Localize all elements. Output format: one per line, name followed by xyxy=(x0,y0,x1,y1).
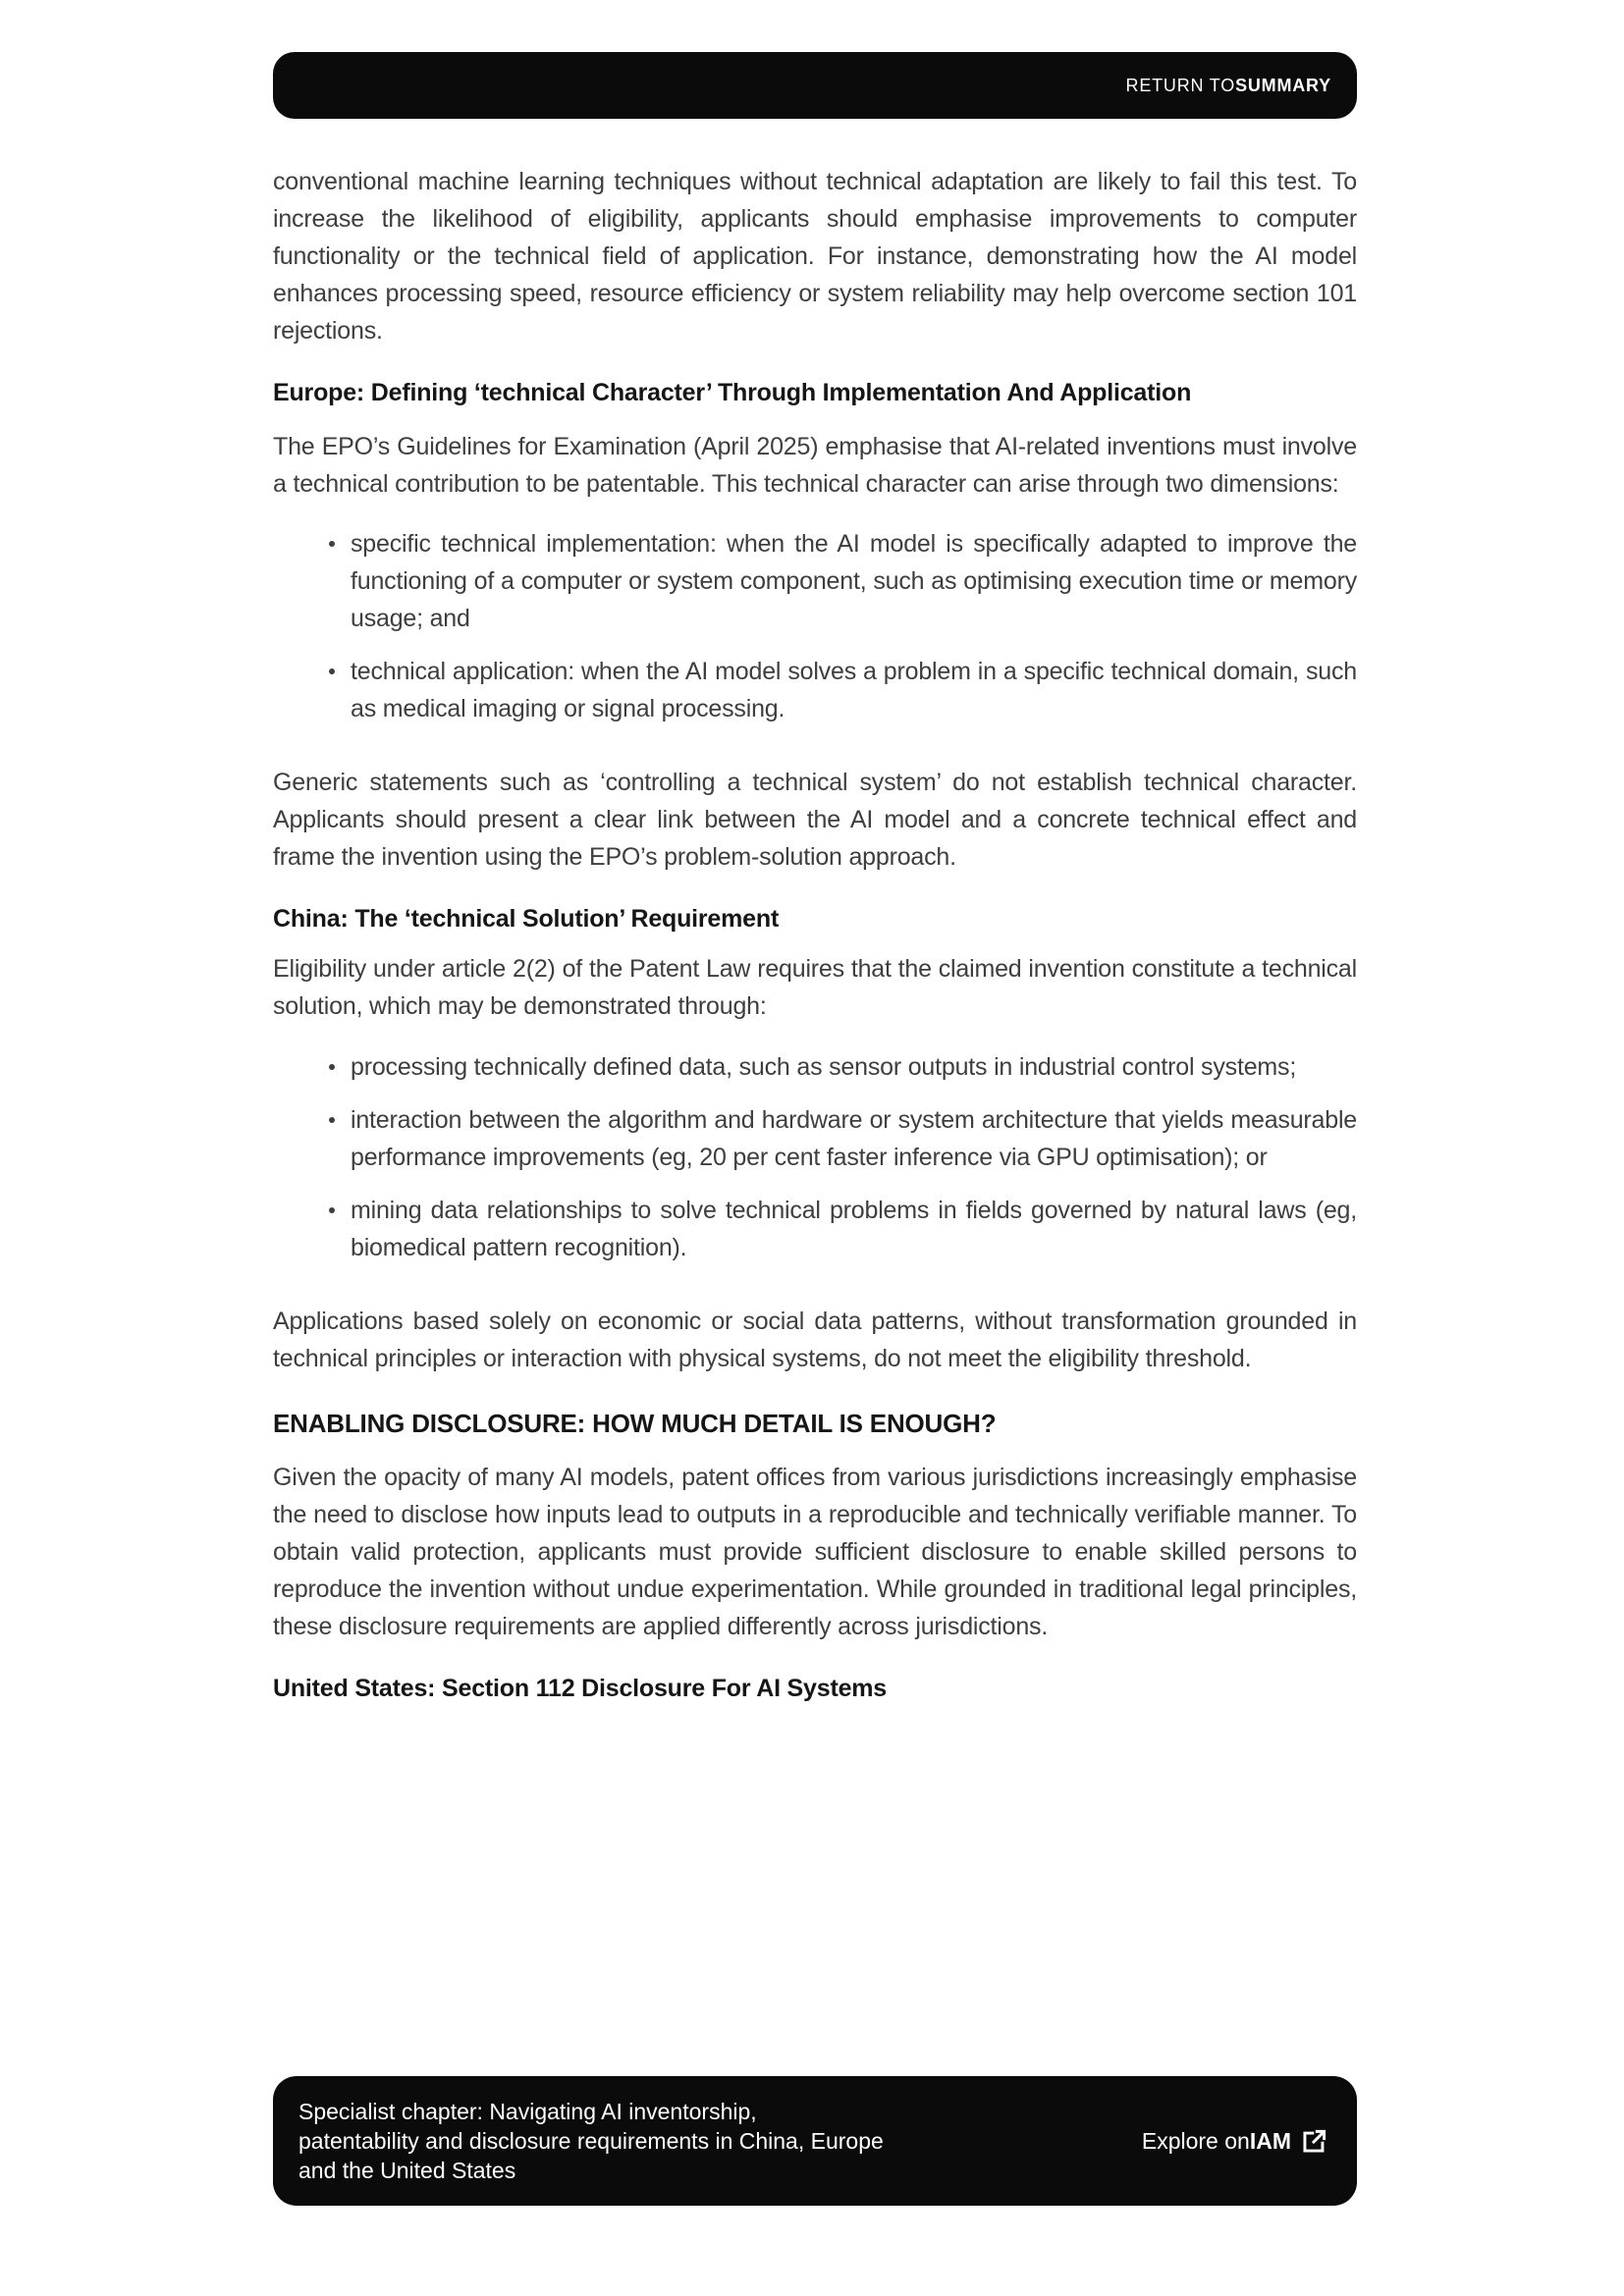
heading-united-states: United States: Section 112 Disclosure For AI Systems xyxy=(273,1675,888,1702)
chapter-title-line: patentability and disclosure requirements in China, Europe xyxy=(298,2128,884,2154)
list-item xyxy=(273,653,1357,727)
article-content xyxy=(273,163,1357,1704)
return-to-label: RETURN TO xyxy=(1125,75,1236,95)
chapter-title xyxy=(298,2097,884,2185)
explore-on-iam-link[interactable] xyxy=(1142,2128,1327,2155)
heading-europe: Europe: Defining ‘technical Character’ Through Implementation And Application xyxy=(273,379,1192,406)
paragraph-china: Eligibility under article 2(2) of the Patent Law requires that the claimed invention constitute a technical solution, which may be demonstrated through: xyxy=(273,955,1357,1020)
china-bullet-list xyxy=(273,1048,1357,1266)
list-item xyxy=(273,525,1357,637)
paragraph-europe: The EPO’s Guidelines for Examination (April 2025) emphasise that AI-related inventions must involve a technical contribution to be patentable. This technical character can arise through two dimensions: xyxy=(273,433,1357,498)
paragraph-intro: conventional machine learning techniques without technical adaptation are likely to fail this test. To increase the likelihood of eligibility, applicants should emphasise improvements to computer functionality or the technical field of application. For instance, demonstrating how the AI model enhances processing speed, resource efficiency or system reliability may help overcome section 101 rejections. xyxy=(273,168,1357,345)
europe-bullet-list xyxy=(273,525,1357,727)
external-link-icon xyxy=(1301,2128,1327,2155)
bullet-text: processing technically defined data, such as sensor outputs in industrial control systems; xyxy=(351,1053,1297,1081)
heading-china: China: The ‘technical Solution’ Requirement xyxy=(273,905,780,933)
paragraph-china-2: Applications based solely on economic or social data patterns, without transformation grounded in technical principles or interaction with physical systems, do not meet the eligibility threshold. xyxy=(273,1308,1357,1372)
bullet-text: interaction between the algorithm and hardware or system architecture that yields measurable performance improvements (eg, 20 per cent faster inference via GPU optimisation); or xyxy=(351,1106,1357,1171)
summary-label: SUMMARY xyxy=(1235,75,1331,95)
return-to-summary-button[interactable] xyxy=(273,52,1357,119)
list-item xyxy=(273,1101,1357,1176)
list-item xyxy=(273,1192,1357,1266)
bullet-text: specific technical implementation: when the AI model is specifically adapted to improve the functioning of a computer or system component, such as optimising execution time or memory usage; and xyxy=(351,530,1357,632)
chapter-title-line: and the United States xyxy=(298,2158,516,2183)
bullet-dot-icon xyxy=(329,668,335,674)
paragraph-europe-2: Generic statements such as ‘controlling a technical system’ do not establish technical character. Applicants should present a clear link between the AI model and a concrete technical effect and frame the invention using the EPO’s problem-solution approach. xyxy=(273,769,1357,871)
bullet-text: mining data relationships to solve technical problems in fields governed by natural laws (eg, biomedical pattern recognition). xyxy=(351,1197,1357,1261)
bullet-dot-icon xyxy=(329,541,335,547)
list-item xyxy=(273,1048,1357,1086)
explore-on-label: Explore on xyxy=(1141,2127,1250,2154)
chapter-title-line: Specialist chapter: Navigating AI inventorship, xyxy=(298,2099,757,2124)
paragraph-disclosure: Given the opacity of many AI models, patent offices from various jurisdictions increasingly emphasise the need to disclose how inputs lead to outputs in a reproducible and technically verifiable manner. To obtain valid protection, applicants must provide sufficient disclosure to enable skilled persons to reproduce the invention without undue experimentation. While grounded in traditional legal principles, these disclosure requirements are applied differently across jurisdictions. xyxy=(273,1464,1357,1640)
iam-label: IAM xyxy=(1249,2127,1291,2154)
footer-bar xyxy=(273,2076,1357,2206)
bullet-dot-icon xyxy=(329,1207,335,1213)
bullet-dot-icon xyxy=(329,1117,335,1123)
bullet-text: technical application: when the AI model solves a problem in a specific technical domain, such as medical imaging or signal processing. xyxy=(351,658,1357,722)
heading-enabling-disclosure: ENABLING DISCLOSURE: HOW MUCH DETAIL IS ENOUGH? xyxy=(273,1409,997,1438)
bullet-dot-icon xyxy=(329,1064,335,1070)
